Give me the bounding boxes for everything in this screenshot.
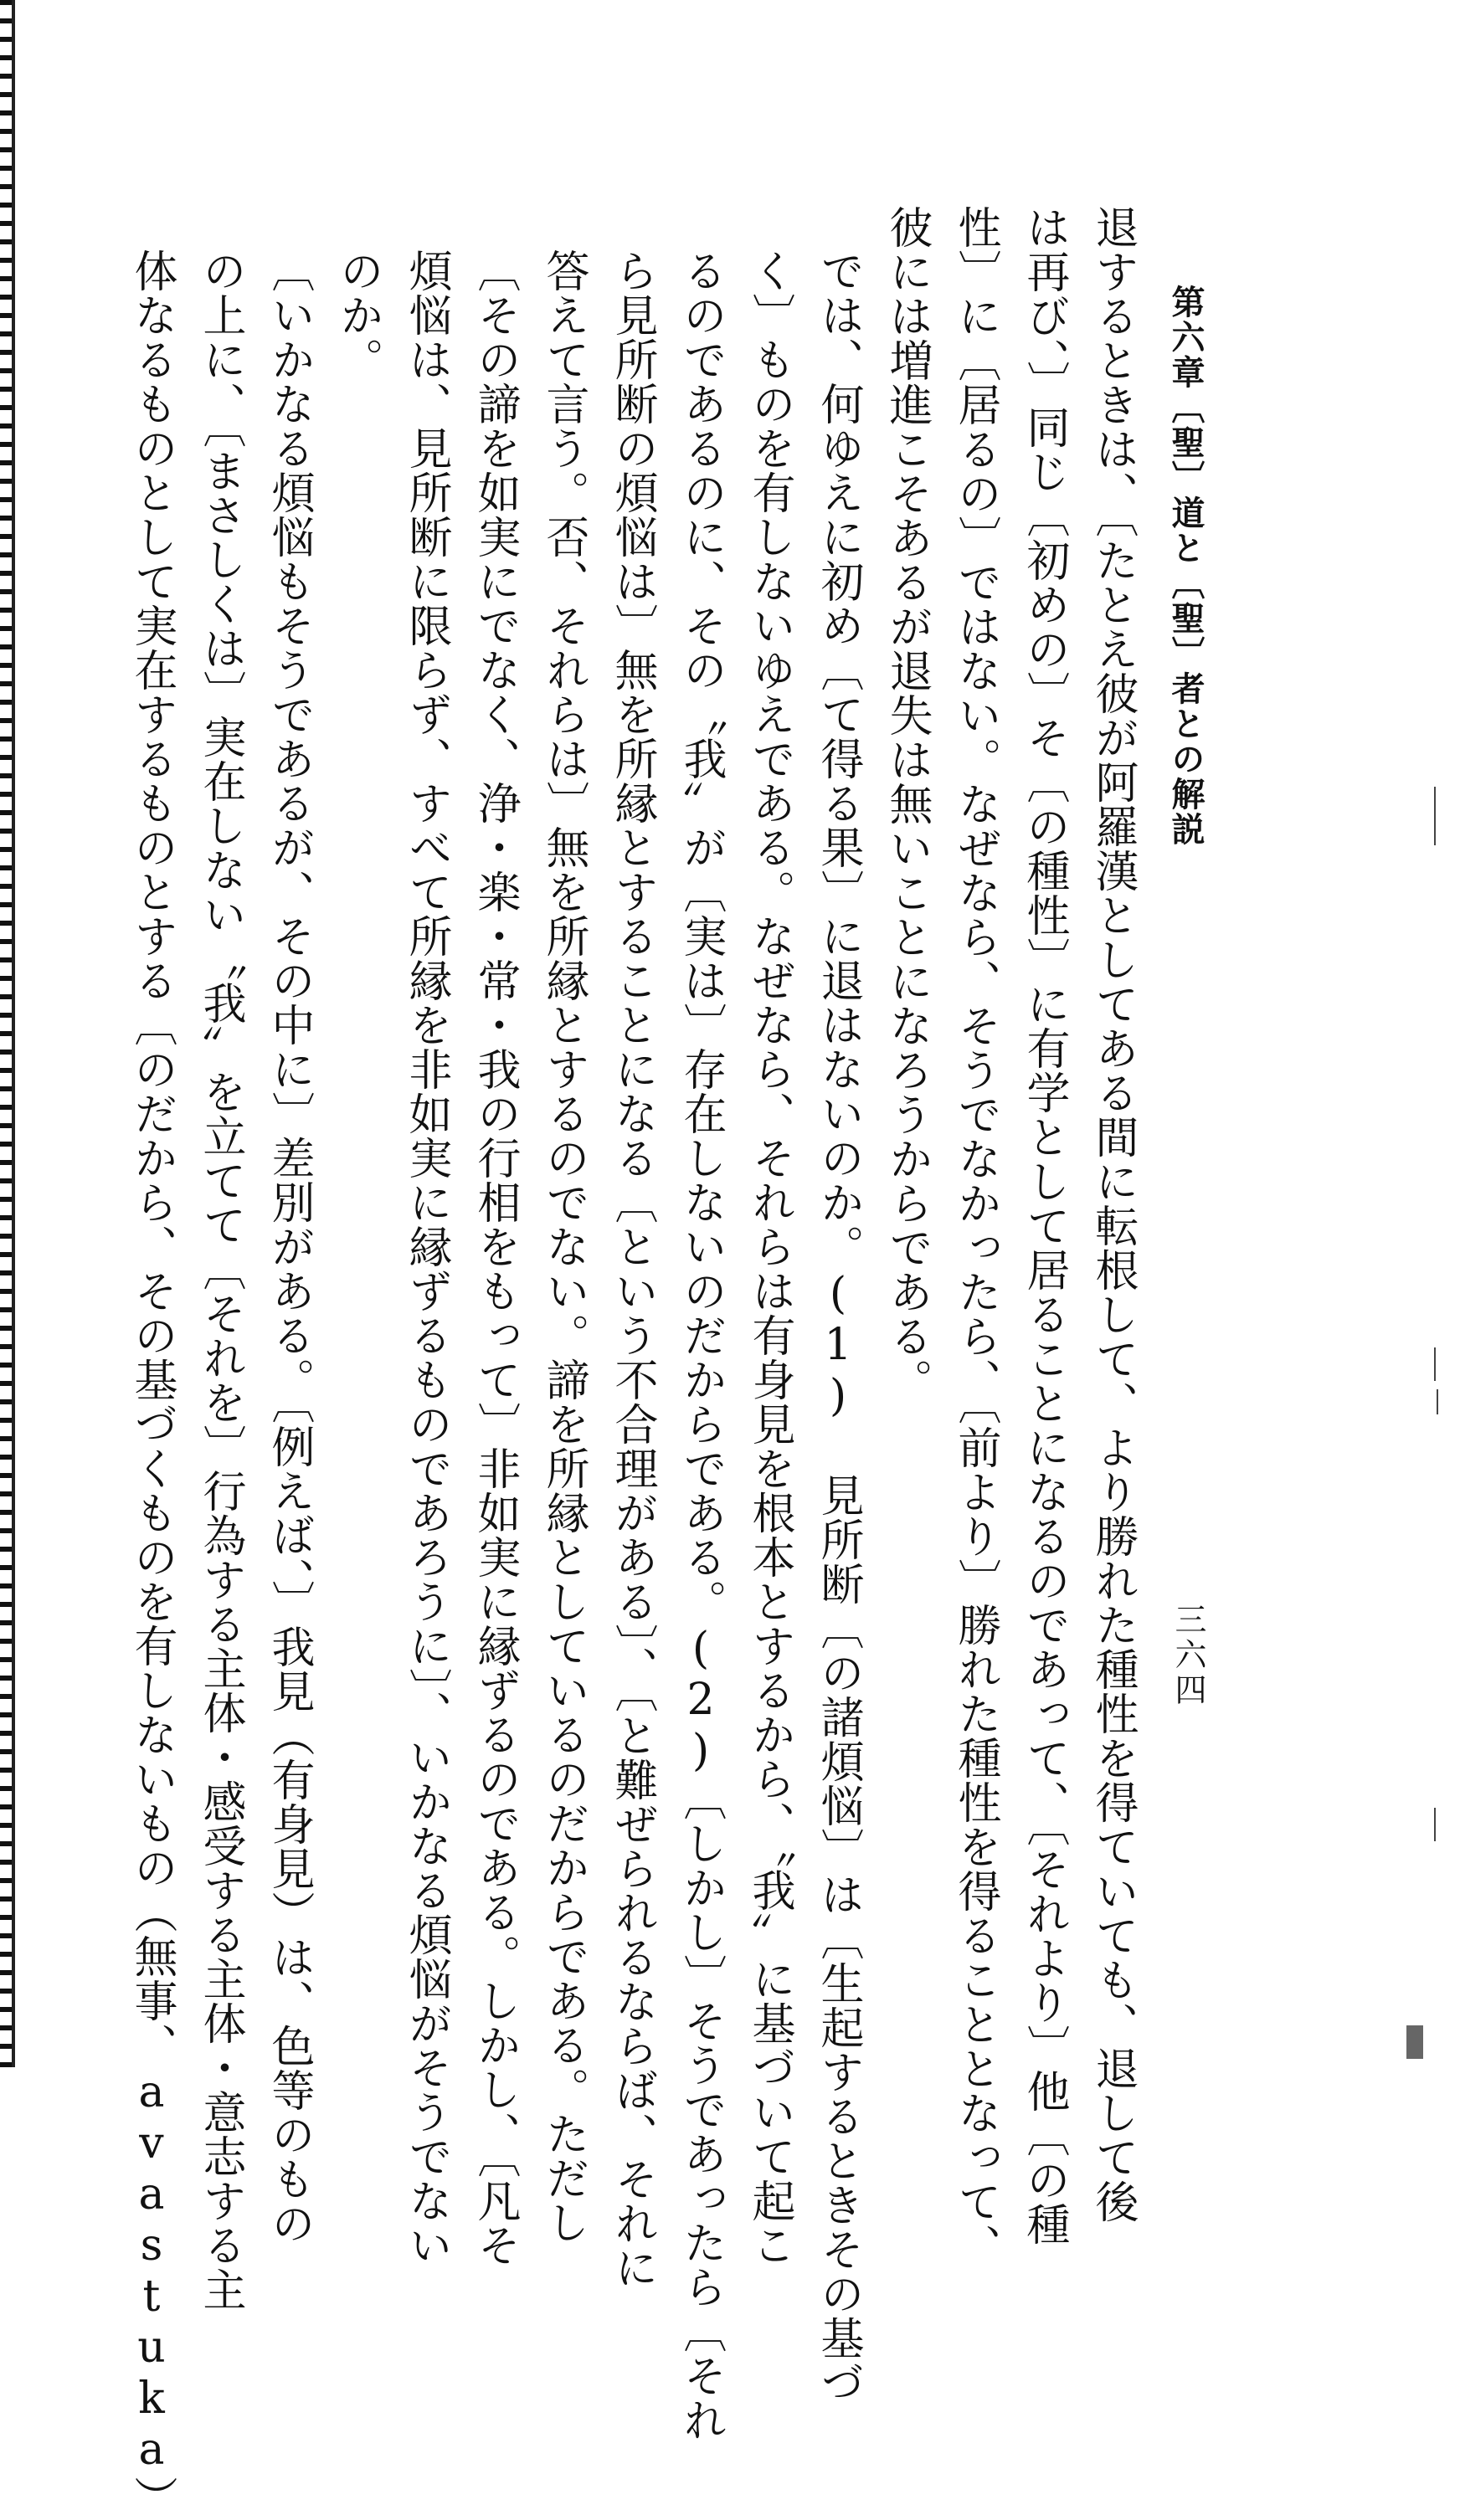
scan-mark — [1434, 1347, 1436, 1381]
scan-left-edge — [0, 0, 12, 2067]
text-line: 煩悩は、見所断に限らず、すべて所縁を非如実に縁ずるものであろうに〕、いかなる煩悩がそうでない — [401, 249, 451, 2267]
paragraph — [323, 205, 872, 2442]
text-line: の上に、〔まさしくは〕実在しない〝我〟を立てて〔それを〕行為する主体・感受する主体・意志する主 — [195, 249, 245, 2312]
scan-mark — [1434, 1808, 1436, 1841]
running-header: 第六章〔聖〕道と〔聖〕者との解説 — [1166, 285, 1206, 847]
text-line: では、何ゆえに初め〔て得る果〕に退はないのか。(1) 見所断〔の諸煩悩〕は〔生起するときその基づ — [813, 249, 863, 2405]
scan-mark — [1437, 1389, 1438, 1414]
text-line: 性〕に〔居るの〕ではない。なぜなら、そうでなかったら、〔前より〕勝れた種性を得ることとなって、 — [950, 205, 1000, 2268]
text-line: 〔いかなる煩悩もそうであるが、その中に〕差別がある。〔例えば、〕我見（有身見）は、色等のもの — [264, 249, 314, 2245]
text-line: 彼には増進こそあるが退失は無いことになろうからである。 — [882, 205, 932, 1403]
text-line: は再び、〕同じ〔初めの〕そ〔の種性〕に有学として居ることになるのであって、〔それより〕他〔の種 — [1019, 205, 1069, 2246]
scan-mark — [1406, 2025, 1423, 2059]
text-line: のか。 — [332, 249, 383, 382]
text-line: るのであるのに、その〝我〟が〔実は〕存在しないのだからである。(2)〔しかし〕そうであったら〔それ — [676, 249, 726, 2442]
paragraph — [872, 205, 1147, 2268]
scan-mark — [1434, 787, 1436, 845]
text-line: く〕ものを有しないゆえである。なぜなら、それらは有身見を根本とするから、〝我〟に基づいて起こ — [744, 249, 794, 2267]
paragraph — [117, 205, 323, 2520]
body-text — [126, 205, 1147, 2520]
text-line: ら見所断の煩悩は〕無を所縁とすることになる〔という不合理がある〕、〔と難ぜられるならば、それに — [607, 249, 657, 2290]
text-line: 〔その諦を如実にでなく、浄・楽・常・我の行相をもって〕非如実に縁ずるのである。しかし、〔凡そ — [470, 249, 520, 2267]
text-line: 答えて言う。否、それらは〕無を所縁とするのでない。諦を所縁としているのだからである。ただし — [538, 249, 589, 2245]
text-line: 体なるものとして実在するものとする〔のだから、その基づくものを有しないもの（無事、avastuka） — [126, 249, 177, 2520]
page-number: 三六四 — [1170, 1603, 1206, 1708]
text-line: 退するときは、〔たとえ彼が阿羅漢としてある間に転根して、より勝れた種性を得ていても、退して後 — [1087, 205, 1138, 2224]
